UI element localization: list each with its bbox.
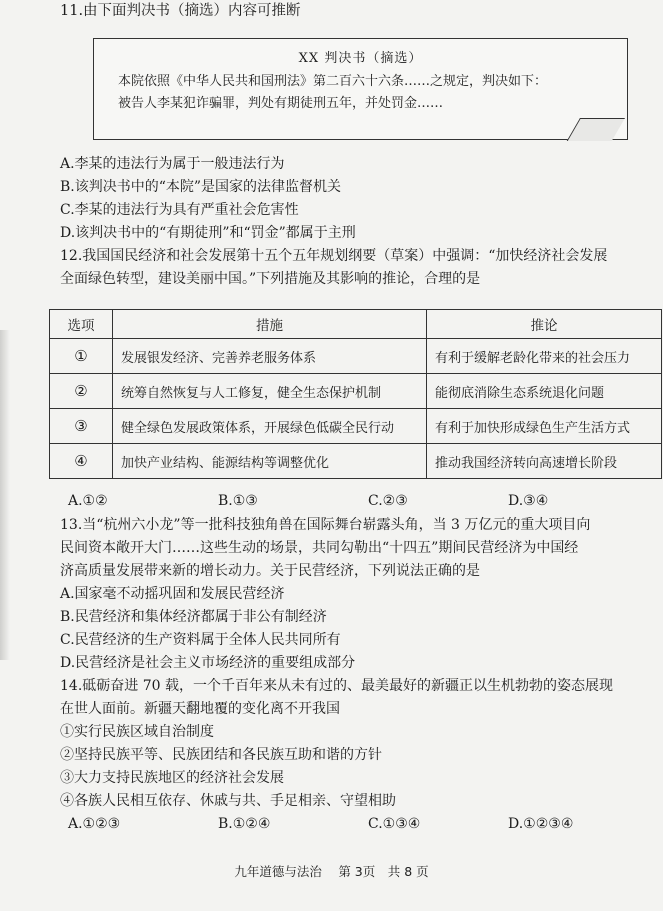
q13-option-c: C.民营经济的生产资料属于全体人民共同所有 xyxy=(60,632,341,648)
q14-choice-b: B.①②④ xyxy=(218,816,271,832)
row-measure: 健全绿色发展政策体系，开展绿色低碳全民行动 xyxy=(113,409,427,444)
judgment-body xyxy=(118,71,547,115)
header-measure: 措施 xyxy=(113,310,427,339)
row-number: ② xyxy=(50,374,113,409)
row-inference: 推动我国经济转向高速增长阶段 xyxy=(427,444,662,479)
page-edge-shadow xyxy=(0,330,10,660)
row-measure: 发展银发经济、完善养老服务体系 xyxy=(113,339,427,374)
q11-option-b: B.该判决书中的“本院”是国家的法律监督机关 xyxy=(60,179,342,195)
q13-stem-line-1: 13.当“杭州六小龙”等一批科技独角兽在国际舞台崭露头角，当 3 万亿元的重大项目向 xyxy=(60,517,591,533)
q11-option-a: A.李某的违法行为属于一般违法行为 xyxy=(60,156,285,172)
q12-choice-d: D.③④ xyxy=(508,493,549,509)
row-inference: 有利于缓解老龄化带来的社会压力 xyxy=(427,339,662,374)
q12-choice-a: A.①② xyxy=(68,493,108,509)
q12-stem-line-1: 12.我国国民经济和社会发展第十五个五年规划纲要（草案）中强调：“加快经济社会发展 xyxy=(60,248,608,264)
q13-stem-line-3: 济高质量发展带来新的增长动力。关于民营经济，下列说法正确的是 xyxy=(60,563,480,579)
q12-table xyxy=(49,309,662,479)
judgment-excerpt-box xyxy=(93,38,628,140)
table-row xyxy=(50,444,662,479)
page-footer: 九年道德与法治 第 3页 共 8 页 xyxy=(234,864,429,879)
q13-option-d: D.民营经济是社会主义市场经济的重要组成部分 xyxy=(60,655,356,671)
row-inference: 有利于加快形成绿色生产生活方式 xyxy=(427,409,662,444)
row-measure: 统筹自然恢复与人工修复，健全生态保护机制 xyxy=(113,374,427,409)
q14-item-2: ②坚持民族平等、民族团结和各民族互助和谐的方针 xyxy=(60,747,382,763)
q14-item-4: ④各族人民相互依存、休戚与共、手足相亲、守望相助 xyxy=(60,793,396,809)
judgment-line-1: 本院依照《中华人民共和国刑法》第二百六十六条……之规定，判决如下： xyxy=(118,74,548,89)
row-measure: 加快产业结构、能源结构等调整优化 xyxy=(113,444,427,479)
row-number: ① xyxy=(50,339,113,374)
row-inference: 能彻底消除生态系统退化问题 xyxy=(427,374,662,409)
q12-choice-b: B.①③ xyxy=(218,493,258,509)
header-option: 选项 xyxy=(50,310,113,339)
q11-title: 11.由下面判决书（摘选）内容可推断 xyxy=(60,3,301,19)
q14-item-1: ①实行民族区域自治制度 xyxy=(60,724,214,740)
judgment-title: XX 判决书（摘选） xyxy=(298,51,423,66)
table-header-row xyxy=(50,310,662,339)
judgment-line-2: 被告人李某犯诈骗罪，判处有期徒刑五年，并处罚金…… xyxy=(118,96,444,111)
q14-item-3: ③大力支持民族地区的经济社会发展 xyxy=(60,770,284,786)
q14-choice-a: A.①②③ xyxy=(68,816,121,832)
row-number: ④ xyxy=(50,444,113,479)
table-row xyxy=(50,374,662,409)
header-inference: 推论 xyxy=(427,310,662,339)
q13-option-b: B.民营经济和集体经济都属于非公有制经济 xyxy=(60,609,327,625)
q13-option-a: A.国家毫不动摇巩固和发展民营经济 xyxy=(60,586,285,602)
q14-stem-line-2: 在世人面前。新疆天翻地覆的变化离不开我国 xyxy=(60,701,340,717)
q14-choice-c: C.①③④ xyxy=(368,816,421,832)
q11-option-d: D.该判决书中的“有期徒刑”和“罚金”都属于主刑 xyxy=(60,225,356,241)
q14-choice-d: D.①②③④ xyxy=(508,816,574,832)
table-row xyxy=(50,339,662,374)
q13-stem-line-2: 民间资本敞开大门……这些生动的场景，共同勾勒出“十四五”期间民营经济为中国经 xyxy=(60,540,579,556)
row-number: ③ xyxy=(50,409,113,444)
q11-option-c: C.李某的违法行为具有严重社会危害性 xyxy=(60,202,299,218)
table-row xyxy=(50,409,662,444)
q12-choice-c: C.②③ xyxy=(368,493,408,509)
q14-stem-line-1: 14.砥砺奋进 70 载，一个千百年来从未有过的、最美最好的新疆正以生机勃勃的姿态展现 xyxy=(60,678,613,694)
q12-stem-line-2: 全面绿色转型，建设美丽中国。”下列措施及其影响的推论，合理的是 xyxy=(60,271,481,287)
